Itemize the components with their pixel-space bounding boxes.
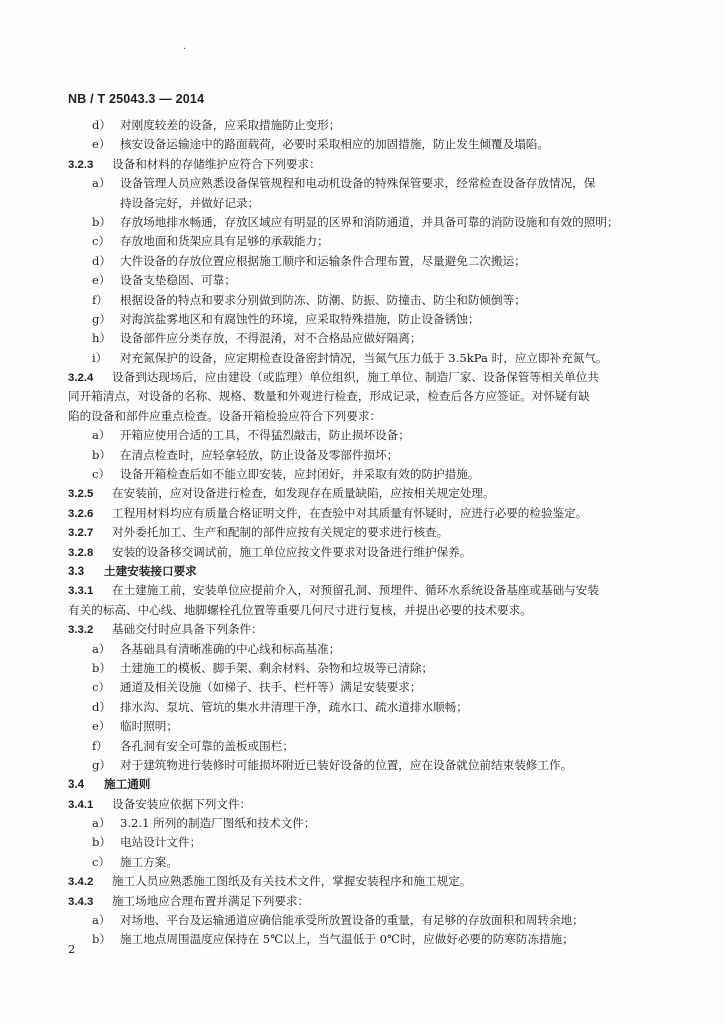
list-item <box>68 310 662 329</box>
clause <box>68 368 662 387</box>
clause-text: 在安装前，应对设备进行检查，如发现存在质量缺陷，应按相关规定处理。 <box>112 486 495 501</box>
list-item-label: a） <box>92 913 111 928</box>
clause-text: 施工人员应熟悉施工图纸及有关技术文件，掌握安装程序和施工规定。 <box>112 874 472 889</box>
list-item-text: 各基础具有清晰准确的中心线和标高基准； <box>120 641 341 656</box>
section-heading <box>68 775 662 794</box>
clause-number: 3.2.6 <box>68 507 94 520</box>
list-item-text: 设备部件应分类存放，不得混淆，对不合格品应做好隔离； <box>120 331 422 346</box>
list-item <box>68 911 662 930</box>
clause-number: 3.2.8 <box>68 546 94 559</box>
list-item-text: 通道及相关设施（如梯子、扶手、栏杆等）满足安装要求； <box>120 680 422 695</box>
continuation-line: 同开箱清点，对设备的名称、规格、数量和外观进行检查，形成记录，检查后各方应签证。对怀疑有缺 <box>68 389 590 404</box>
list-item-text: 存放场地排水畅通，存放区域应有明显的区界和消防通道，并具备可靠的消防设施和有效的照明； <box>120 214 619 229</box>
list-item <box>68 252 662 271</box>
clause <box>68 484 662 503</box>
list-item-label: b） <box>92 214 112 229</box>
continuation-line: 有关的标高、中心线、地脚螺栓孔位置等重要几何尺寸进行复核，并提出必要的技术要求。 <box>68 602 532 617</box>
section-title: 施工通则 <box>104 777 151 792</box>
list-item <box>68 349 662 368</box>
clause <box>68 892 662 911</box>
list-item-label: b） <box>92 447 112 462</box>
continuation-line: 陷的设备和部件应重点检查。设备开箱检验应符合下列要求： <box>68 408 382 423</box>
clause <box>68 581 662 600</box>
list-item-text: 临时照明； <box>120 719 178 734</box>
list-item-label: b） <box>92 835 112 850</box>
list-item-text: 土建施工的模板、脚手架、剩余材料、杂物和垃圾等已清除； <box>120 660 434 675</box>
section-number: 3.3 <box>68 564 85 578</box>
clause <box>68 504 662 523</box>
list-item <box>68 174 662 193</box>
standard-code-header: NB / T 25043.3 — 2014 <box>68 92 205 106</box>
list-item <box>68 756 662 775</box>
list-item-label: a） <box>92 428 111 443</box>
list-item-label: d） <box>92 118 112 132</box>
document-body <box>68 116 662 950</box>
clause-number: 3.2.7 <box>68 527 94 540</box>
clause-text: 设备安装应依据下列文件： <box>112 796 252 811</box>
list-item-text: 3.2.1 所列的制造厂图纸和技术文件； <box>120 816 316 831</box>
list-item-text: 存放地面和货架应具有足够的承载能力； <box>120 234 329 249</box>
list-item-label: h） <box>92 331 112 346</box>
list-item-text: 开箱应使用合适的工具，不得猛烈敲击，防止损坏设备； <box>120 428 410 443</box>
clause-number: 3.4.1 <box>68 798 94 811</box>
list-item <box>68 232 662 251</box>
clause-number: 3.3.1 <box>68 585 94 598</box>
list-item <box>68 737 662 756</box>
list-item <box>68 698 662 717</box>
list-item-label: a） <box>92 816 111 831</box>
list-item-text: 对场地、平台及运输通道应确信能承受所放置设备的重量，有足够的存放面积和周转余地； <box>120 913 584 928</box>
scan-mark: · <box>183 44 187 55</box>
list-item <box>68 329 662 348</box>
list-item <box>68 213 662 232</box>
clause-text: 安装的设备移交调试前，施工单位应按文件要求对设备进行维护保养。 <box>112 544 472 559</box>
clause <box>68 543 662 562</box>
list-item-label: e） <box>92 719 111 734</box>
list-item <box>68 291 662 310</box>
list-item-text: 施工方案。 <box>120 854 178 869</box>
clause-number: 3.4.3 <box>68 895 94 908</box>
list-item-label: d） <box>92 253 112 268</box>
list-item-text: 对于建筑物进行装修时可能损坏附近已装好设备的位置，应在设备就位前结束装修工作。 <box>120 757 573 772</box>
list-item <box>68 446 662 465</box>
list-item-label: a） <box>92 176 111 191</box>
clause <box>68 523 662 542</box>
section-number: 3.4 <box>68 778 85 792</box>
section-heading <box>68 562 662 581</box>
clause-text: 在土建施工前，安装单位应提前介入，对预留孔洞、预埋件、循环水系统设备基座或基础与安装 <box>112 583 599 598</box>
list-item <box>68 116 662 135</box>
clause-number: 3.4.2 <box>68 876 94 889</box>
clause-number: 3.2.5 <box>68 488 94 501</box>
list-item-text: 核安设备运输途中的路面载荷，必要时采取相应的加固措施，防止发生倾覆及塌陷。 <box>120 137 549 152</box>
list-item-text: 大件设备的存放位置应根据施工顺序和运输条件合理布置，尽量避免二次搬运； <box>120 253 526 268</box>
clause-text: 施工场地应合理布置并满足下列要求： <box>112 893 310 908</box>
list-item-text: 对海滨盐雾地区和有腐蚀性的环境，应采取特殊措施，防止设备锈蚀； <box>120 311 480 326</box>
list-item-text: 施工地点周围温度应保持在 5℃以上，当气温低于 0℃时，应做好必要的防寒防冻措施； <box>120 932 574 947</box>
list-item-text: 对刚度较差的设备，应采取措施防止变形； <box>120 118 341 132</box>
clause-number: 3.2.4 <box>68 372 94 385</box>
list-item <box>68 833 662 852</box>
list-item-label: e） <box>92 273 111 288</box>
clause <box>68 795 662 814</box>
list-item-label: c） <box>92 234 111 249</box>
list-item <box>68 465 662 484</box>
list-item-label: d） <box>92 699 112 714</box>
list-item <box>68 853 662 872</box>
list-item-label: f） <box>92 292 108 307</box>
list-item-label: a） <box>92 641 111 656</box>
list-item-label: c） <box>92 854 111 869</box>
list-item-label: b） <box>92 932 112 947</box>
clause-number: 3.3.2 <box>68 624 94 637</box>
list-item-label: f） <box>92 738 108 753</box>
list-item <box>68 135 662 154</box>
list-item-text: 设备支垫稳固、可靠； <box>120 273 236 288</box>
continuation-line: 持设备完好，并做好记录； <box>120 195 260 210</box>
clause-text: 设备到达现场后，应由建设（或监理）单位组织，施工单位、制造厂家、设备保管等相关单位共 <box>112 370 599 385</box>
list-item-text: 各孔洞有安全可靠的盖板或围栏； <box>120 738 294 753</box>
list-item-label: g） <box>92 757 112 772</box>
list-item-text: 排水沟、泵坑、管坑的集水井清理干净，疏水口、疏水道排水顺畅； <box>120 699 468 714</box>
list-item-text: 根据设备的特点和要求分别做到防冻、防潮、防振、防撞击、防尘和防倾倒等； <box>120 292 526 307</box>
list-item <box>68 659 662 678</box>
clause <box>68 872 662 891</box>
list-item <box>68 814 662 833</box>
list-item <box>68 717 662 736</box>
list-item <box>68 678 662 697</box>
page-number: 2 <box>68 942 76 956</box>
clause-number: 3.2.3 <box>68 158 94 171</box>
list-item-text: 在清点检查时，应轻拿轻放，防止设备及零部件损坏； <box>120 447 399 462</box>
list-item <box>68 640 662 659</box>
clause <box>68 155 662 174</box>
list-item-label: e） <box>92 137 111 152</box>
list-item-text: 电站设计文件； <box>120 835 202 850</box>
section-title: 土建安装接口要求 <box>104 563 197 578</box>
list-item-text: 设备管理人员应熟悉设备保管规程和电动机设备的特殊保管要求，经常检查设备存放情况，保 <box>120 176 596 191</box>
clause <box>68 620 662 639</box>
list-item-label: c） <box>92 680 111 695</box>
list-item-text: 对充氮保护的设备，应定期检查设备密封情况，当氮气压力低于 3.5kPa 时，应立即补充氮气。 <box>120 350 608 365</box>
list-item <box>68 930 662 949</box>
list-item-label: g） <box>92 311 112 326</box>
list-item <box>68 271 662 290</box>
clause-text: 基础交付时应具备下列条件： <box>112 622 263 637</box>
list-item-label: i） <box>92 350 108 365</box>
clause-text: 工程用材料均应有质量合格证明文件，在查验中对其质量有怀疑时，应进行必要的检验鉴定。 <box>112 505 588 520</box>
clause-text: 设备和材料的存储维护应符合下列要求： <box>112 156 321 171</box>
list-item-label: c） <box>92 467 111 482</box>
list-item-label: b） <box>92 660 112 675</box>
list-item <box>68 426 662 445</box>
clause-text: 对外委托加工、生产和配制的部件应按有关规定的要求进行核查。 <box>112 525 449 540</box>
list-item-text: 设备开箱检查后如不能立即安装，应封闭好，并采取有效的防护措施。 <box>120 467 480 482</box>
